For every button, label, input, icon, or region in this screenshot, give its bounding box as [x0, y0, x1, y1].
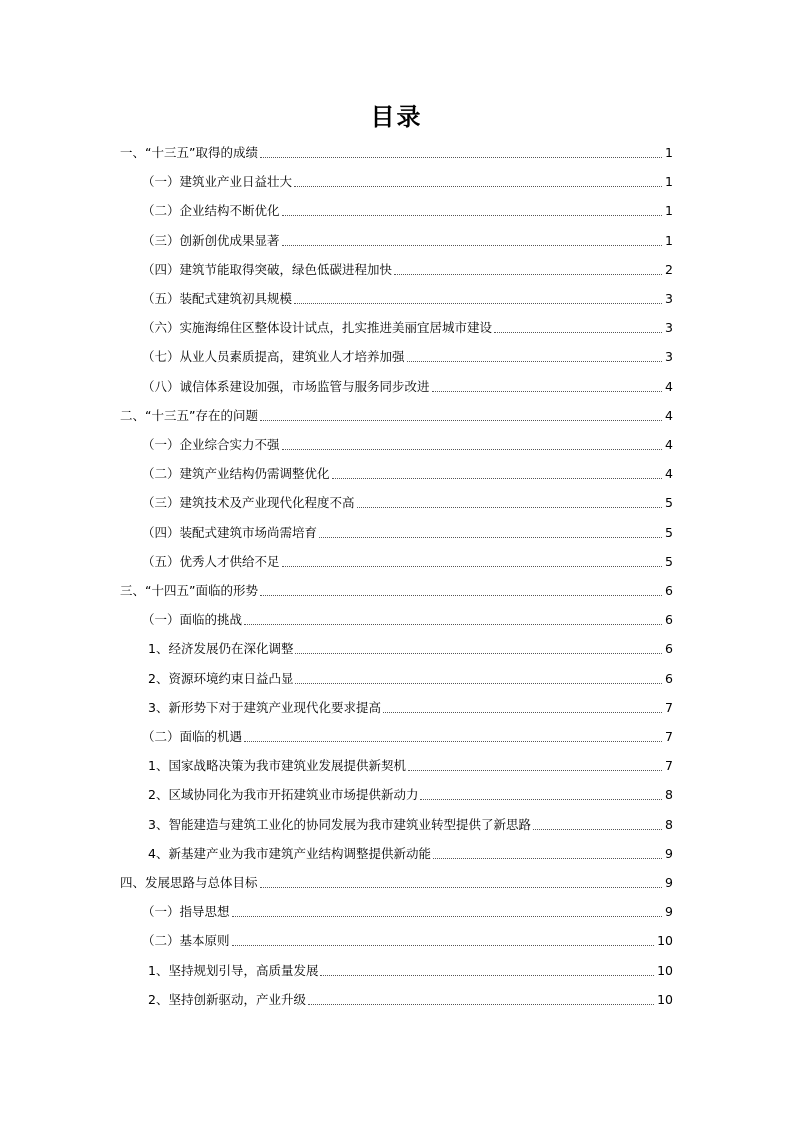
toc-page-number: 4: [665, 407, 673, 423]
toc-page-number: 10: [657, 933, 673, 949]
toc-page-number: 5: [665, 553, 673, 569]
toc-dot-leader: [232, 915, 663, 917]
toc-entry[interactable]: [148, 664, 673, 688]
toc-page-number: 2: [665, 261, 673, 277]
toc-page-number: 9: [665, 875, 673, 890]
toc-dot-leader: [260, 419, 662, 421]
toc-page-number: 1: [665, 145, 673, 160]
toc-entry[interactable]: [142, 196, 673, 220]
toc-dot-leader: [260, 886, 663, 888]
toc-entry-title: （一）企业综合实力不强: [142, 437, 280, 452]
toc-dot-leader: [332, 477, 663, 479]
toc-entry[interactable]: [142, 255, 673, 279]
toc-entry[interactable]: [148, 751, 673, 775]
toc-entry-title: （四）建筑节能取得突破，绿色低碳进程加快: [142, 261, 393, 277]
page-title: 目录: [370, 103, 423, 131]
toc-entry[interactable]: [120, 576, 673, 600]
toc-entry-title: （二）面临的机遇: [142, 729, 243, 744]
toc-page-number: 7: [665, 758, 673, 774]
toc-dot-leader: [533, 828, 662, 830]
toc-entry-title: 1、国家战略决策为我市建筑业发展提供新契机: [148, 758, 406, 774]
toc-dot-leader: [357, 506, 663, 508]
toc-entry[interactable]: [148, 634, 673, 658]
toc-entry[interactable]: [148, 693, 673, 717]
toc-entry[interactable]: [120, 401, 673, 425]
toc-dot-leader: [294, 302, 662, 304]
toc-entry[interactable]: [142, 897, 673, 921]
toc-entry[interactable]: [142, 430, 673, 454]
toc-entry-title: 三、“十四五”面临的形势: [120, 583, 258, 598]
toc-dot-leader: [295, 682, 662, 684]
toc-entry[interactable]: [148, 985, 673, 1009]
toc-dot-leader: [433, 857, 662, 859]
toc-dot-leader: [319, 536, 662, 538]
toc-dot-leader: [282, 244, 663, 246]
toc-page-number: 1: [665, 174, 673, 190]
toc-page-number: 1: [665, 232, 673, 248]
toc-dot-leader: [282, 565, 663, 567]
toc-entry-title: （二）建筑产业结构仍需调整优化: [142, 466, 330, 482]
toc-page-number: 4: [665, 466, 673, 482]
toc-page-number: 8: [665, 816, 673, 832]
toc-dot-leader: [432, 390, 663, 392]
toc-entry[interactable]: [148, 780, 673, 804]
toc-entry[interactable]: [142, 605, 673, 629]
toc-entry-title: （四）装配式建筑市场尚需培育: [142, 524, 318, 540]
toc-dot-leader: [494, 331, 662, 333]
toc-entry-title: （二）企业结构不断优化: [142, 203, 280, 219]
toc-page-number: 6: [665, 612, 673, 628]
toc-page-number: 9: [665, 904, 673, 920]
toc-entry[interactable]: [148, 810, 673, 834]
toc-page-number: 7: [665, 729, 673, 744]
toc-entry-title: 2、区域协同化为我市开拓建筑业市场提供新动力: [148, 787, 419, 803]
toc-entry-title: （八）诚信体系建设加强，市场监管与服务同步改进: [142, 378, 430, 394]
toc-entry[interactable]: [142, 488, 673, 512]
toc-page-number: 6: [665, 641, 673, 657]
toc-dot-leader: [383, 711, 662, 713]
toc-entry-title: 1、经济发展仍在深化调整: [148, 641, 294, 657]
toc-page-number: 3: [665, 349, 673, 365]
toc-dot-leader: [407, 360, 663, 362]
toc-entry[interactable]: [142, 342, 673, 366]
toc-dot-leader: [408, 769, 662, 771]
toc-entry-title: （五）优秀人才供给不足: [142, 553, 280, 569]
toc-page-number: 5: [665, 495, 673, 511]
toc-entry-title: 4、新基建产业为我市建筑产业结构调整提供新动能: [148, 845, 431, 861]
toc-entry[interactable]: [142, 722, 673, 746]
toc-dot-leader: [294, 185, 662, 187]
toc-entry[interactable]: [142, 926, 673, 950]
toc-page-number: 3: [665, 320, 673, 336]
toc-entry-title: 2、资源环境约束日益凸显: [148, 670, 294, 686]
toc-dot-leader: [260, 594, 662, 596]
toc-entry-title: 1、坚持规划引导，高质量发展: [148, 962, 319, 978]
toc-entry-title: （三）创新创优成果显著: [142, 232, 280, 248]
toc-entry[interactable]: [142, 226, 673, 250]
toc-page-number: 8: [665, 787, 673, 803]
toc-page-number: 7: [665, 699, 673, 715]
toc-entry[interactable]: [148, 956, 673, 980]
toc-entry[interactable]: [142, 284, 673, 308]
toc-page-number: 3: [665, 291, 673, 306]
toc-entry-title: 四、发展思路与总体目标: [120, 875, 258, 890]
toc-dot-leader: [282, 214, 663, 216]
toc-dot-leader: [282, 448, 663, 450]
toc-entry[interactable]: [148, 839, 673, 863]
toc-page-number: 4: [665, 437, 673, 452]
toc-dot-leader: [295, 652, 662, 654]
toc-page-number: 10: [657, 962, 673, 978]
toc-entry-title: （三）建筑技术及产业现代化程度不高: [142, 495, 355, 511]
toc-dot-leader: [394, 273, 662, 275]
toc-entry-title: （一）指导思想: [142, 904, 230, 920]
toc-page-number: 10: [657, 991, 673, 1007]
toc-page-number: 6: [665, 670, 673, 686]
toc-entry-title: （二）基本原则: [142, 933, 230, 949]
toc-entry-title: （五）装配式建筑初具规模: [142, 291, 293, 306]
toc-entry[interactable]: [142, 459, 673, 483]
toc-dot-leader: [232, 944, 655, 946]
toc-page-number: 1: [665, 203, 673, 219]
toc-entry-title: （七）从业人员素质提高，建筑业人才培养加强: [142, 349, 405, 365]
toc-entry-title: 二、“十三五”存在的问题: [120, 407, 258, 423]
toc-entry[interactable]: [120, 138, 673, 162]
toc-entry[interactable]: [142, 372, 673, 396]
toc-entry-title: （一）建筑业产业日益壮大: [142, 174, 293, 190]
toc-entry-title: 3、智能建造与建筑工业化的协同发展为我市建筑业转型提供了新思路: [148, 816, 531, 832]
toc-page-number: 6: [665, 583, 673, 598]
toc-page-number: 5: [665, 524, 673, 540]
toc-entry[interactable]: [120, 868, 673, 892]
toc-entry[interactable]: [142, 167, 673, 191]
toc-entry[interactable]: [142, 518, 673, 542]
toc-dot-leader: [308, 1003, 654, 1005]
toc-dot-leader: [420, 798, 662, 800]
toc-entry-title: 一、“十三五”取得的成绩: [120, 145, 258, 160]
toc-entry-title: 2、坚持创新驱动，产业升级: [148, 991, 306, 1007]
toc-entry-title: （六）实施海绵住区整体设计试点，扎实推进美丽宜居城市建设: [142, 320, 493, 336]
toc-dot-leader: [320, 974, 654, 976]
toc-page-number: 4: [665, 378, 673, 394]
toc-entry[interactable]: [142, 313, 673, 337]
toc-dot-leader: [260, 156, 662, 158]
toc-dot-leader: [244, 740, 662, 742]
toc-entry[interactable]: [142, 547, 673, 571]
toc-dot-leader: [244, 623, 662, 625]
toc-page-number: 9: [665, 845, 673, 861]
toc-entry-title: 3、新形势下对于建筑产业现代化要求提高: [148, 699, 381, 715]
toc-entry-title: （一）面临的挑战: [142, 612, 243, 628]
